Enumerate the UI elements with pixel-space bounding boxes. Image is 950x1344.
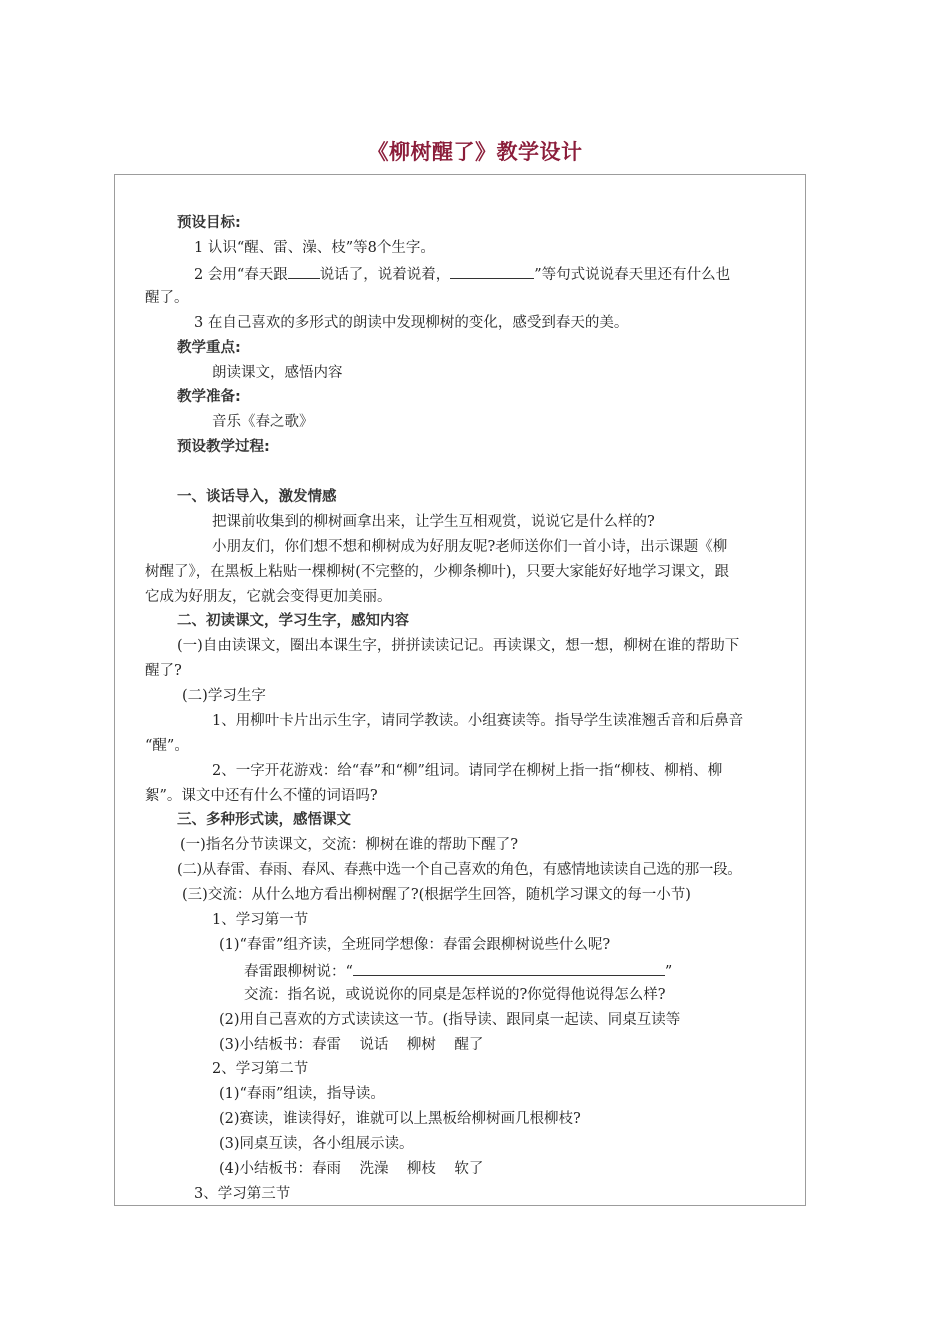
section-1-p1: 把课前收集到的柳树画拿出来，让学生互相观赏，说说它是什么样的? bbox=[212, 514, 655, 530]
lesson-part-1-step-2: (2)用自己喜欢的方式读读这一节。(指导读、跟同桌一起读、同桌互读等 bbox=[219, 1012, 681, 1028]
lesson-part-2-step-4: (4)小结板书：春雨 洗澡 柳枝 软了 bbox=[219, 1161, 484, 1177]
section-2-heading: 二、初读课文，学习生字，感知内容 bbox=[177, 613, 409, 629]
fill-blank bbox=[450, 266, 534, 279]
section-2-a-l1: (一)自由读课文，圈出本课生字，拼拼读读记记。再读课文，想一想，柳树在谁的帮助下 bbox=[177, 638, 740, 654]
section-2-b2-l1: 2、一字开花游戏：给“春”和“柳”组词。请同学在柳树上指一指“柳枝、柳梢、柳 bbox=[212, 763, 723, 779]
focus-heading: 教学重点: bbox=[177, 340, 241, 356]
prep-text: 音乐《春之歌》 bbox=[212, 414, 314, 430]
prep-heading: 教学准备: bbox=[177, 389, 241, 405]
goal-2 bbox=[194, 266, 730, 283]
goals-heading: 预设目标: bbox=[177, 215, 241, 231]
lesson-part-1-step-1: (1)“春雷”组齐读，全班同学想像：春雷会跟柳树说些什么呢? bbox=[219, 937, 611, 953]
section-1-heading: 一、谈话导入，激发情感 bbox=[177, 489, 337, 505]
process-heading: 预设教学过程: bbox=[177, 439, 270, 455]
section-2-b1-l1: 1、用柳叶卡片出示生字，请同学教读。小组赛读等。指导学生读准翘舌音和后鼻音 bbox=[212, 713, 744, 729]
lesson-part-2: 2、学习第二节 bbox=[212, 1061, 309, 1077]
goal-3: 3 在自己喜欢的多形式的朗读中发现柳树的变化，感受到春天的美。 bbox=[194, 315, 629, 331]
section-2-b1-l2: “醒”。 bbox=[145, 738, 189, 754]
lesson-part-1-step-1-discuss: 交流：指名说，或说说你的同桌是怎样说的?你觉得他说得怎么样? bbox=[244, 987, 666, 1003]
lesson-part-3: 3、学习第三节 bbox=[194, 1186, 291, 1202]
lesson-part-1-step-3: (3)小结板书：春雷 说话 柳树 醒了 bbox=[219, 1037, 484, 1053]
fill-blank bbox=[288, 266, 320, 279]
section-2-b: (二)学习生字 bbox=[182, 688, 266, 704]
prompt-suffix: ” bbox=[664, 964, 673, 980]
focus-text: 朗读课文，感悟内容 bbox=[212, 365, 343, 381]
section-3-c: (三)交流：从什么地方看出柳树醒了?(根据学生回答，随机学习课文的每一小节) bbox=[182, 887, 691, 903]
lesson-part-2-step-3: (3)同桌互读，各小组展示读。 bbox=[219, 1136, 414, 1152]
section-3-b: (二)从春雷、春雨、春风、春燕中选一个自己喜欢的角色，有感情地读读自己选的那一段。 bbox=[177, 862, 742, 878]
lesson-part-2-step-1: (1)“春雨”组读，指导读。 bbox=[219, 1086, 385, 1102]
document-title: 《柳树醒了》教学设计 bbox=[367, 140, 583, 164]
section-3-a: (一)指名分节读课文，交流：柳树在谁的帮助下醒了? bbox=[180, 837, 519, 853]
fill-blank bbox=[353, 963, 665, 976]
lesson-part-2-step-2: (2)赛读，谁读得好，谁就可以上黑板给柳树画几根柳枝? bbox=[219, 1111, 581, 1127]
lesson-part-1-step-1-prompt bbox=[244, 963, 672, 980]
section-2-a-l2: 醒了? bbox=[145, 663, 182, 679]
lesson-part-1: 1、学习第一节 bbox=[212, 912, 309, 928]
goal-2-part-b: 说话了，说着说着， bbox=[319, 267, 451, 283]
goal-2-cont: 醒了。 bbox=[145, 290, 189, 306]
goal-2-part-c: ”等句式说说春天里还有什么也 bbox=[534, 267, 731, 283]
section-1-p2-l1: 小朋友们，你们想不想和柳树成为好朋友呢?老师送你们一首小诗，出示课题《柳 bbox=[212, 539, 728, 555]
section-2-b2-l2: 絮”。课文中还有什么不懂的词语吗? bbox=[145, 788, 378, 804]
section-3-heading: 三、多种形式读，感悟课文 bbox=[177, 812, 351, 828]
section-1-p2-l2: 树醒了》，在黑板上粘贴一棵柳树(不完整的，少柳条柳叶)，只要大家能好好地学习课文，跟 bbox=[145, 564, 730, 580]
section-1-p2-l3: 它成为好朋友，它就会变得更加美丽。 bbox=[145, 589, 392, 605]
prompt-prefix: 春雷跟柳树说：“ bbox=[244, 964, 353, 980]
goal-1: 1 认识“醒、雷、澡、枝”等8个生字。 bbox=[194, 240, 435, 256]
goal-2-part-a: 2 会用“春天跟 bbox=[194, 267, 288, 283]
